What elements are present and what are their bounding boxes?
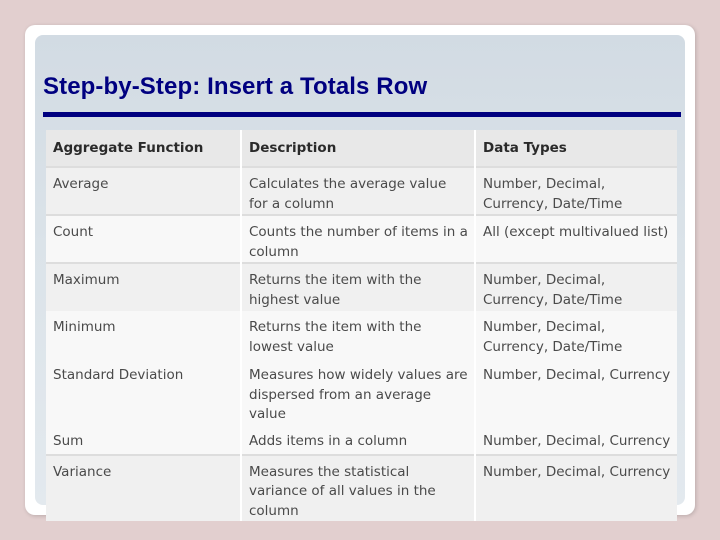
content-panel xyxy=(35,35,685,519)
cell-function: Standard Deviation xyxy=(46,359,241,425)
cell-description: Calculates the average value for a column xyxy=(241,167,475,215)
slide xyxy=(25,25,695,519)
table-row xyxy=(46,455,677,522)
cell-function: Variance xyxy=(46,455,241,522)
table-row xyxy=(46,425,677,455)
column-header-data-types: Data Types xyxy=(475,130,677,167)
cell-function: Maximum xyxy=(46,263,241,311)
cell-data-types: Number, Decimal, Currency xyxy=(475,455,677,522)
aggregate-table-container xyxy=(46,130,677,519)
table-row xyxy=(46,359,677,425)
cell-function: Count xyxy=(46,215,241,263)
table-row xyxy=(46,311,677,359)
cell-data-types: Number, Decimal, Currency, Date/Time xyxy=(475,311,677,359)
cell-data-types: Number, Decimal, Currency, Date/Time xyxy=(475,263,677,311)
aggregate-functions-table xyxy=(46,130,677,521)
table-row xyxy=(46,167,677,215)
title-underline xyxy=(43,112,681,117)
column-header-aggregate-function: Aggregate Function xyxy=(46,130,241,167)
cell-function: Sum xyxy=(46,425,241,455)
cell-data-types: Number, Decimal, Currency, Date/Time xyxy=(475,167,677,215)
table-row xyxy=(46,215,677,263)
cell-data-types: Number, Decimal, Currency xyxy=(475,359,677,425)
cell-data-types: Number, Decimal, Currency xyxy=(475,425,677,455)
cell-description: Returns the item with the highest value xyxy=(241,263,475,311)
table-row xyxy=(46,263,677,311)
cell-description: Returns the item with the lowest value xyxy=(241,311,475,359)
cell-function: Minimum xyxy=(46,311,241,359)
cell-data-types: All (except multivalued list) xyxy=(475,215,677,263)
table-header-row xyxy=(46,130,677,167)
cell-description: Counts the number of items in a column xyxy=(241,215,475,263)
cell-description: Measures the statistical variance of all values in the column xyxy=(241,455,475,522)
cell-description: Adds items in a column xyxy=(241,425,475,455)
slide-title: Step-by-Step: Insert a Totals Row xyxy=(43,73,428,100)
column-header-description: Description xyxy=(241,130,475,167)
cell-description: Measures how widely values are dispersed from an average value xyxy=(241,359,475,425)
cell-function: Average xyxy=(46,167,241,215)
